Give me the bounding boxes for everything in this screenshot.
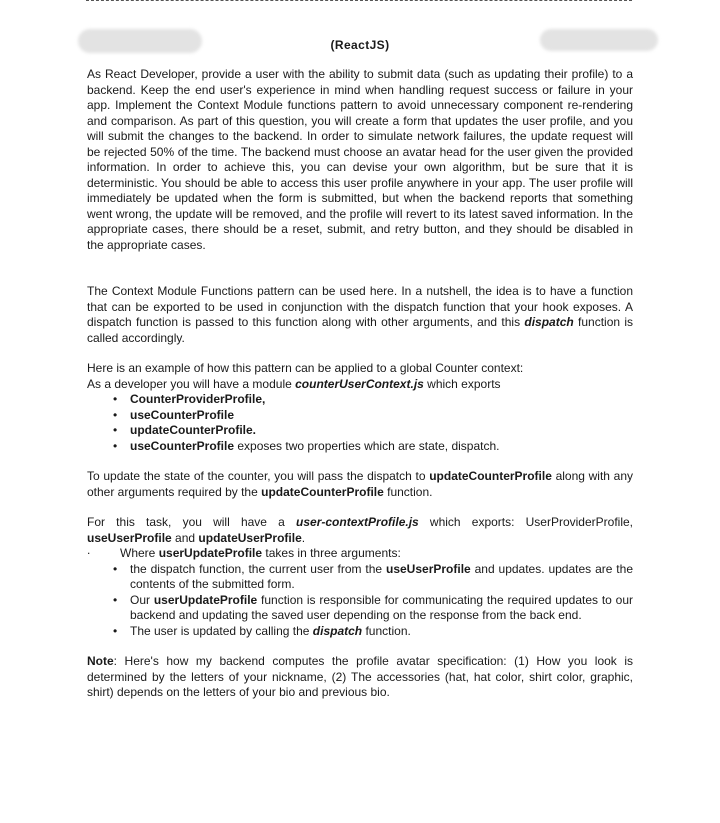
- paragraph-task-context: For this task, you will have a user-contextProfile.js which exports: UserProviderProfile, useUserProfile and updateUserProfile. . Where userUpdateProfile takes in three arguments: • the dispatch function, the current user from the useUserProfile and updates. updates are the contents of the submitted form. • Our userUpdateProfile function is responsible for communicating the required updates to our backend and updating the saved user depending on the response from the back end. • The user is updated by calling the dispatch function.: [87, 515, 633, 639]
- list-item: • useCounterProfile: [130, 408, 633, 424]
- note-label: Note: [87, 654, 114, 668]
- list-item: • CounterProviderProfile,: [130, 392, 633, 408]
- top-dashed-rule: [86, 0, 632, 1]
- counter-exports-list: [87, 392, 633, 454]
- list-item: • The user is updated by calling the dispatch function.: [130, 624, 633, 640]
- document-title: (ReactJS): [330, 38, 390, 52]
- paragraph-note: Note: Here's how my backend computes the profile avatar specification: (1) How you look is determined by the letters of your nickname, (2) The accessories (hat, hat color, shirt color, graphic, shirt) depends on the letters of your bio and previous bio.: [87, 654, 633, 699]
- list-item: • the dispatch function, the current user from the useUserProfile and updates. updates are the contents of the submitted form.: [130, 562, 633, 593]
- paragraph-task-description: As React Developer, provide a user with the ability to submit data (such as updating their profile) to a backend. Keep the end user's experience in mind when handling request success or failure in your app. Implement the Context Module functions pattern to avoid unnecessary component re-rendering and comparison. As part of this question, you will create a form that updates the user profile, and you will submit the changes to the backend. In order to simulate network failures, the update request will be rejected 50% of the time. The backend must choose an avatar head for the user given the provided information. In order to achieve this, you can devise your own algorithm, but be sure that it is deterministic. You should be able to access this user profile anywhere in your app. The user profile will immediately be updated when the form is submitted, but when the backend reports that something went wrong, the update will be removed, and the profile will revert to its latest saved information. In the appropriate cases, there should be a reset, submit, and retry button, and they should be disabled in the appropriate cases.: [87, 67, 633, 252]
- paragraph-pattern-explanation: The Context Module Functions pattern can be used here. In a nutshell, the idea is to have a function that can be exported to be used in conjunction with the dispatch function that your hook exposes. A dispatch function is passed to this function along with other arguments, and this dispatch function is called accordingly.: [87, 284, 633, 345]
- paragraph-counter-example: Here is an example of how this pattern can be applied to a global Counter context: As a developer you will have a module counterUserContext.js which exports • CounterProviderProfile, • useCounterProfile • updateCounterProfile. • useCounterProfile exposes two properties which are state, dispatch.: [87, 361, 633, 454]
- list-item: • updateCounterProfile.: [130, 423, 633, 439]
- document-body: [87, 67, 633, 701]
- arguments-list: [87, 562, 633, 640]
- dispatch-emphasis: dispatch: [524, 315, 574, 329]
- module-name-user: user-contextProfile.js: [296, 515, 419, 529]
- list-item: • Our userUpdateProfile function is responsible for communicating the required updates to our backend and updating the saved user depending on the response from the back end.: [130, 593, 633, 624]
- module-name-counter: counterUserContext.js: [295, 376, 424, 391]
- list-item: • useCounterProfile exposes two properties which are state, dispatch.: [130, 439, 633, 455]
- paragraph-update-counter: To update the state of the counter, you will pass the dispatch to updateCounterProfile along with any other arguments required by the updateCounterProfile function.: [87, 469, 633, 499]
